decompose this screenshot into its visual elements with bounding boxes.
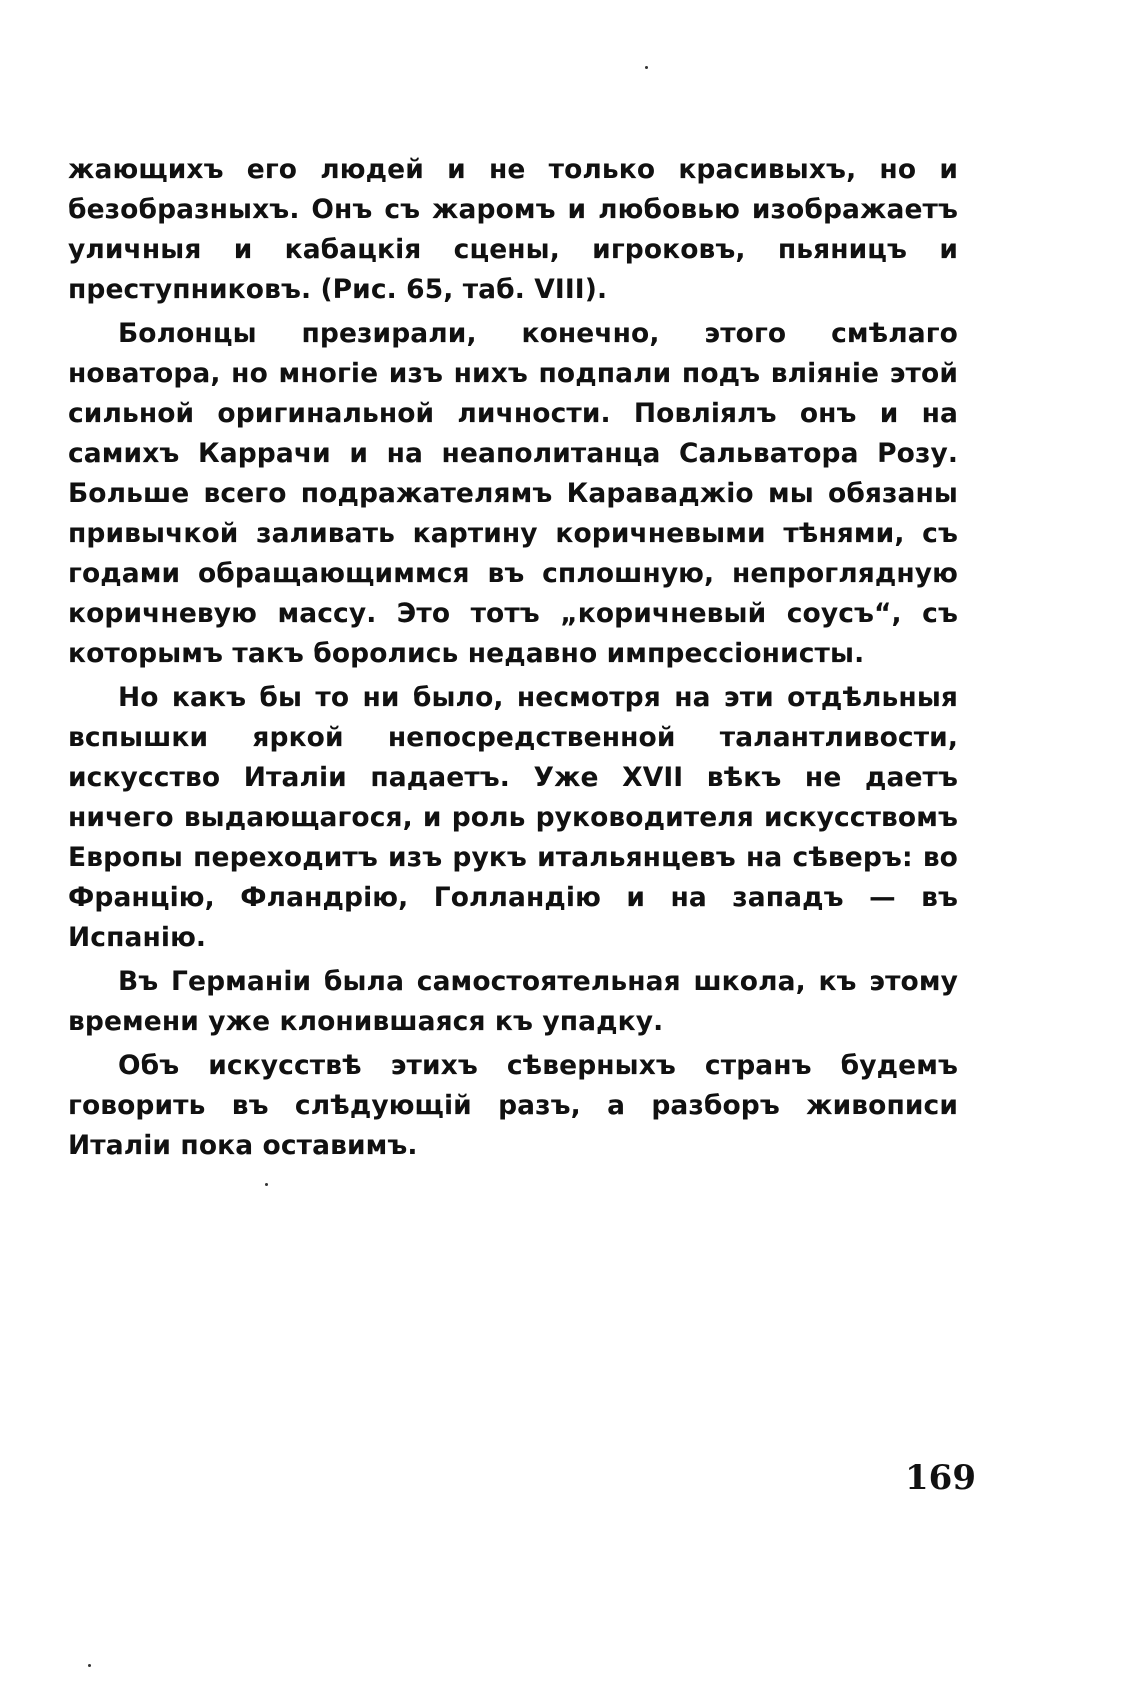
scan-speck bbox=[645, 66, 648, 69]
paragraph-bolognese: Болонцы презирали, конечно, этого смѣлаго новатора, но многіе изъ нихъ подпали подъ вліяніе этой сильной оригинальной личности. Повліялъ онъ и на самихъ Каррачи и на неаполитанца Сальватора Розу. Больше всего подражателямъ Караваджіо мы обязаны привычкой заливать картину коричневыми тѣнями, съ годами обращающиммся въ сплошную, непроглядную коричневую массу. Это тотъ „коричневый соусъ“, съ которымъ такъ боролись недавно импрессіонисты. bbox=[68, 318, 958, 669]
paragraph-germany: Въ Германіи была самостоятельная школа, къ этому времени уже клонившаяся къ упадку. bbox=[68, 966, 958, 1037]
page-number: 169 bbox=[905, 1458, 976, 1498]
paragraph-northern-countries: Объ искусствѣ этихъ сѣверныхъ странъ будемъ говорить въ слѣдующій разъ, а разборъ живописи Италіи пока оставимъ. bbox=[68, 1050, 958, 1161]
paragraph-continuation: жающихъ его людей и не только красивыхъ, но и безобразныхъ. Онъ съ жаромъ и любовью изображаетъ уличныя и кабацкія сцены, игроковъ, пьяницъ и преступниковъ. (Рис. 65, таб. VIII). bbox=[68, 154, 958, 305]
scan-speck bbox=[88, 1664, 91, 1667]
paragraph-italy-decline: Но какъ бы то ни было, несмотря на эти отдѣльныя вспышки яркой непосредственной талантливости, искусство Италіи падаетъ. Уже XVII вѣкъ не даетъ ничего выдающагося, и роль руководителя искусствомъ Европы переходитъ изъ рукъ итальянцевъ на сѣверъ: во Францію, Фландрію, Голландію и на западъ — въ Испанію. bbox=[68, 682, 958, 953]
body-text bbox=[68, 150, 958, 1170]
scan-speck bbox=[265, 1183, 268, 1186]
